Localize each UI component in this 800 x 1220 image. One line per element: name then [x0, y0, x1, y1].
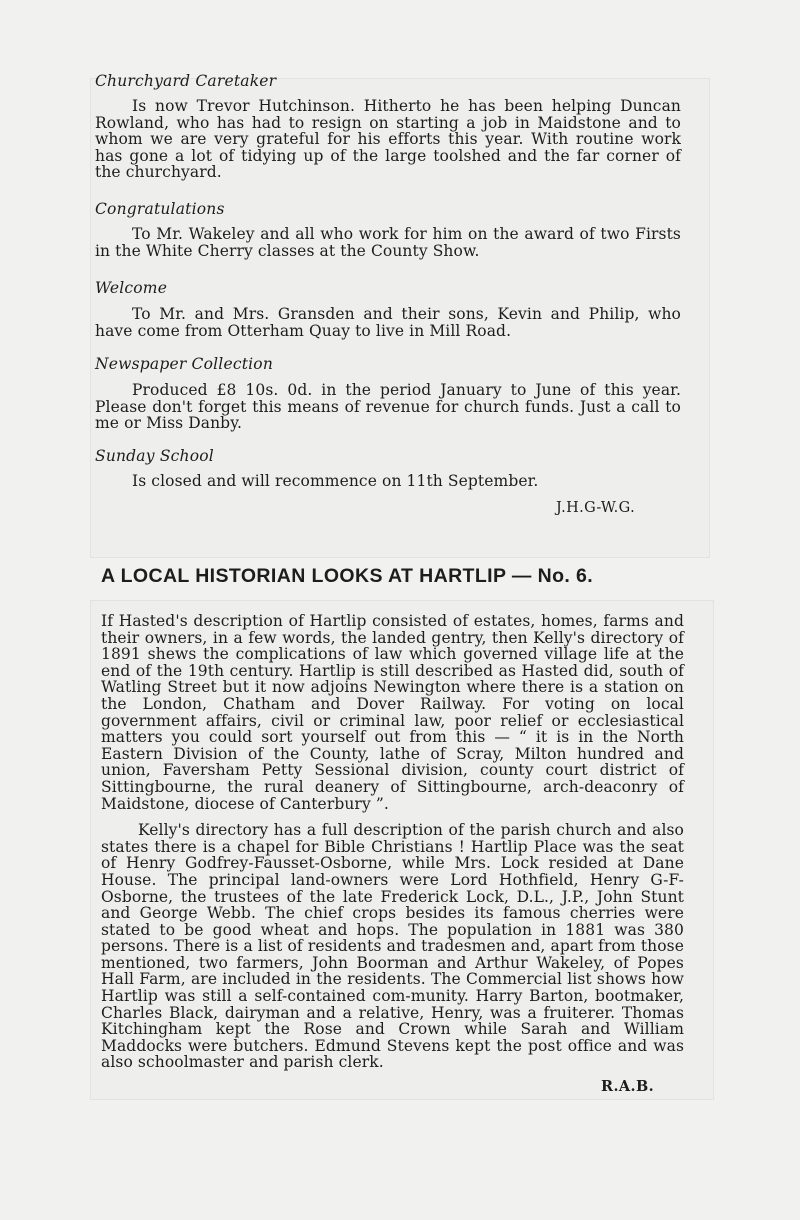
- section-body: Is closed and will recommence on 11th September.: [132, 472, 539, 490]
- section-body: Produced £8 10s. 0d. in the period January to June of this year. Please don't forget this means of revenue for church funds. Just a call to me or Miss Danby.: [95, 381, 681, 433]
- section-body: To Mr. and Mrs. Gransden and their sons, Kevin and Philip, who have come from Otterham Quay to live in Mill Road.: [95, 305, 681, 340]
- churchyard-caretaker-section: [95, 72, 681, 181]
- welcome-section: [95, 279, 681, 339]
- section-title: Welcome: [95, 279, 168, 297]
- article-body: [101, 613, 684, 1071]
- section-title: Churchyard Caretaker: [95, 72, 277, 90]
- section-title: Sunday School: [95, 447, 214, 465]
- section-title: Newspaper Collection: [95, 355, 274, 373]
- article-paragraph: If Hasted's description of Hartlip consisted of estates, homes, farms and their owners, in a few words, the landed gentry, then Kelly's directory of 1891 shews the complications of law which governed village life at the end of the 19th century. Hartlip is still described as Hasted did, south of Watling Street but it now adjoins Newington where there is a station on the London, Chatham and Dover Railway. For voting on local government affairs, civil or criminal law, poor relief or ecclesiastical matters you could sort yourself out from this — “ it is in the North Eastern Division of the County, lathe of Scray, Milton hundred and union, Faversham Petty Sessional division, county court district of Sittingbourne, the rural deanery of Sittingbourne, arch-deaconry of Maidstone, diocese of Canterbury ”.: [101, 612, 684, 813]
- section-body: Is now Trevor Hutchinson. Hitherto he has been helping Duncan Rowland, who has had to resign on starting a job in Maidstone and to whom we are very grateful for his efforts this year. With routine work has gone a lot of tidying up of the large toolshed and the far corner of the churchyard.: [95, 97, 681, 182]
- article-paragraph: Kelly's directory has a full description of the parish church and also states there is a chapel for Bible Christians ! Hartlip Place was the seat of Henry Godfrey-Fausset-Osborne, while Mrs. Lock resided at Dane House. The principal land-owners were Lord Hothfield, Henry G-F-Osborne, the trustees of the late Frederick Lock, D.L., J.P., John Stunt and George Webb. The chief crops besides its famous cherries were stated to be good wheat and hops. The population in 1881 was 380 persons. There is a list of residents and tradesmen and, apart from those mentioned, two farmers, John Boorman and Arthur Wakeley, of Popes Hall Farm, are included in the residents. The Commercial list shows how Hartlip was still a self-contained com-munity. Harry Barton, bootmaker, Charles Black, dairyman and a relative, Henry, was a fruiterer. Thomas Kitchingham kept the Rose and Crown while Sarah and William Maddocks were butchers. Edmund Stevens kept the post office and was also schoolmaster and parish clerk.: [101, 821, 684, 1072]
- sunday-school-section: [95, 447, 681, 490]
- signature-parish-notes: J.H.G-W.G.: [556, 500, 636, 516]
- signature-article: R.A.B.: [601, 1078, 655, 1095]
- article-heading: A LOCAL HISTORIAN LOOKS AT HARTLIP — No. 6.: [101, 565, 594, 587]
- congratulations-section: [95, 200, 681, 259]
- section-body: To Mr. Wakeley and all who work for him on the award of two Firsts in the White Cherry classes at the County Show.: [95, 225, 681, 260]
- section-title: Congratulations: [95, 200, 225, 218]
- newspaper-collection-section: [95, 355, 681, 432]
